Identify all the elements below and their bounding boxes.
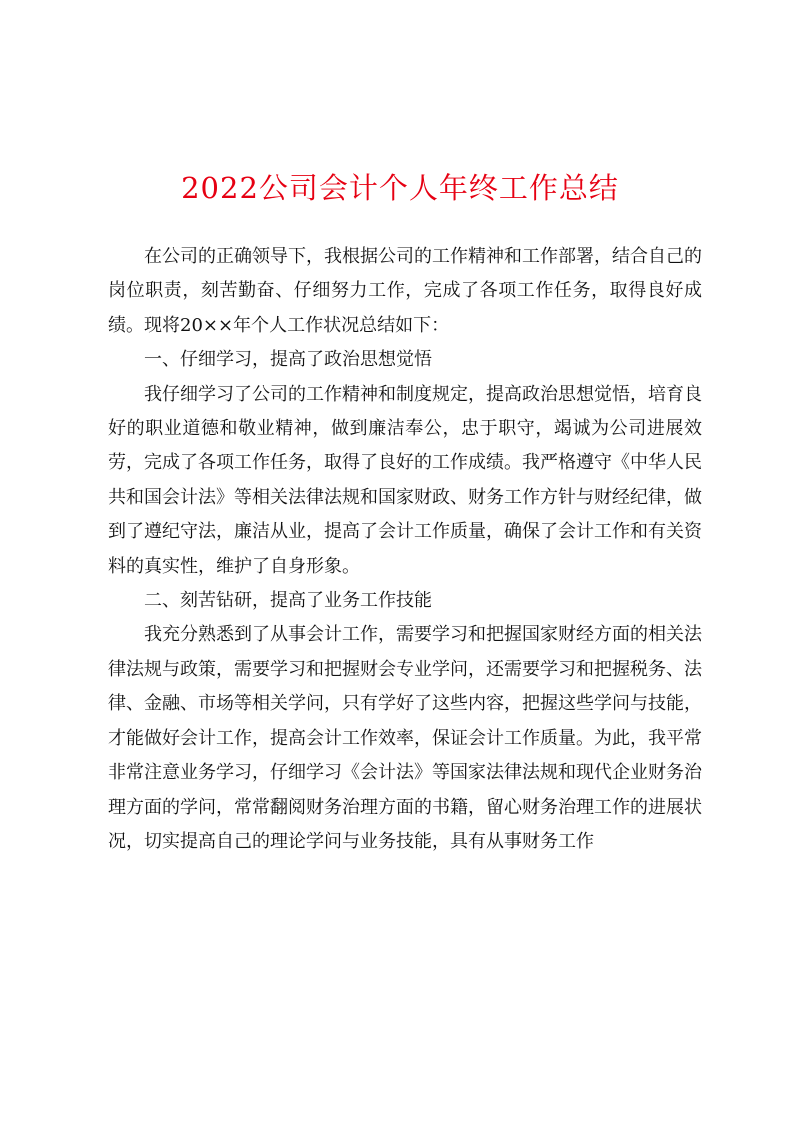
section-heading-2: 二、刻苦钻研，提高了业务工作技能 <box>144 590 432 612</box>
paragraph-section-2: 我充分熟悉到了从事会计工作，需要学习和把握国家财经方面的相关法律法规与政策，需要学习和把握财会专业学问，还需要学习和把握税务、法律、金融、市场等相关学问，只有学好了这些内容，把握这些学问与技能，才能做好会计工作，提高会计工作效率，保证会计工作质量。为此，我平常非常注意业务学习，仔细学习《会计法》等国家法律法规和现代企业财务治理方面的学问，常常翻阅财务治理方面的书籍，留心财务治理工作的进展状况，切实提高自己的理论学问与业务技能，具有从事财务工作 <box>108 624 702 852</box>
section-heading-1: 一、仔细学习，提高了政治思想觉悟 <box>144 349 432 371</box>
paragraph-intro: 在公司的正确领导下，我根据公司的工作精神和工作部署，结合自己的岗位职责，刻苦勤奋、仔细努力工作，完成了各项工作任务，取得良好成绩。现将20××年个人工作状况总结如下： <box>108 246 702 336</box>
paragraph-section-1: 我仔细学习了公司的工作精神和制度规定，提高政治思想觉悟，培育良好的职业道德和敬业精神，做到廉洁奉公，忠于职守，竭诚为公司进展效劳，完成了各项工作任务，取得了良好的工作成绩。我严格遵守《中华人民共和国会计法》等相关法律法规和国家财政、财务工作方针与财经纪律，做到了遵纪守法，廉洁从业，提高了会计工作质量，确保了会计工作和有关资料的真实性，维护了自身形象。 <box>108 383 702 577</box>
document-title: 2022公司会计个人年终工作总结 <box>181 171 619 205</box>
document-body <box>108 240 702 859</box>
